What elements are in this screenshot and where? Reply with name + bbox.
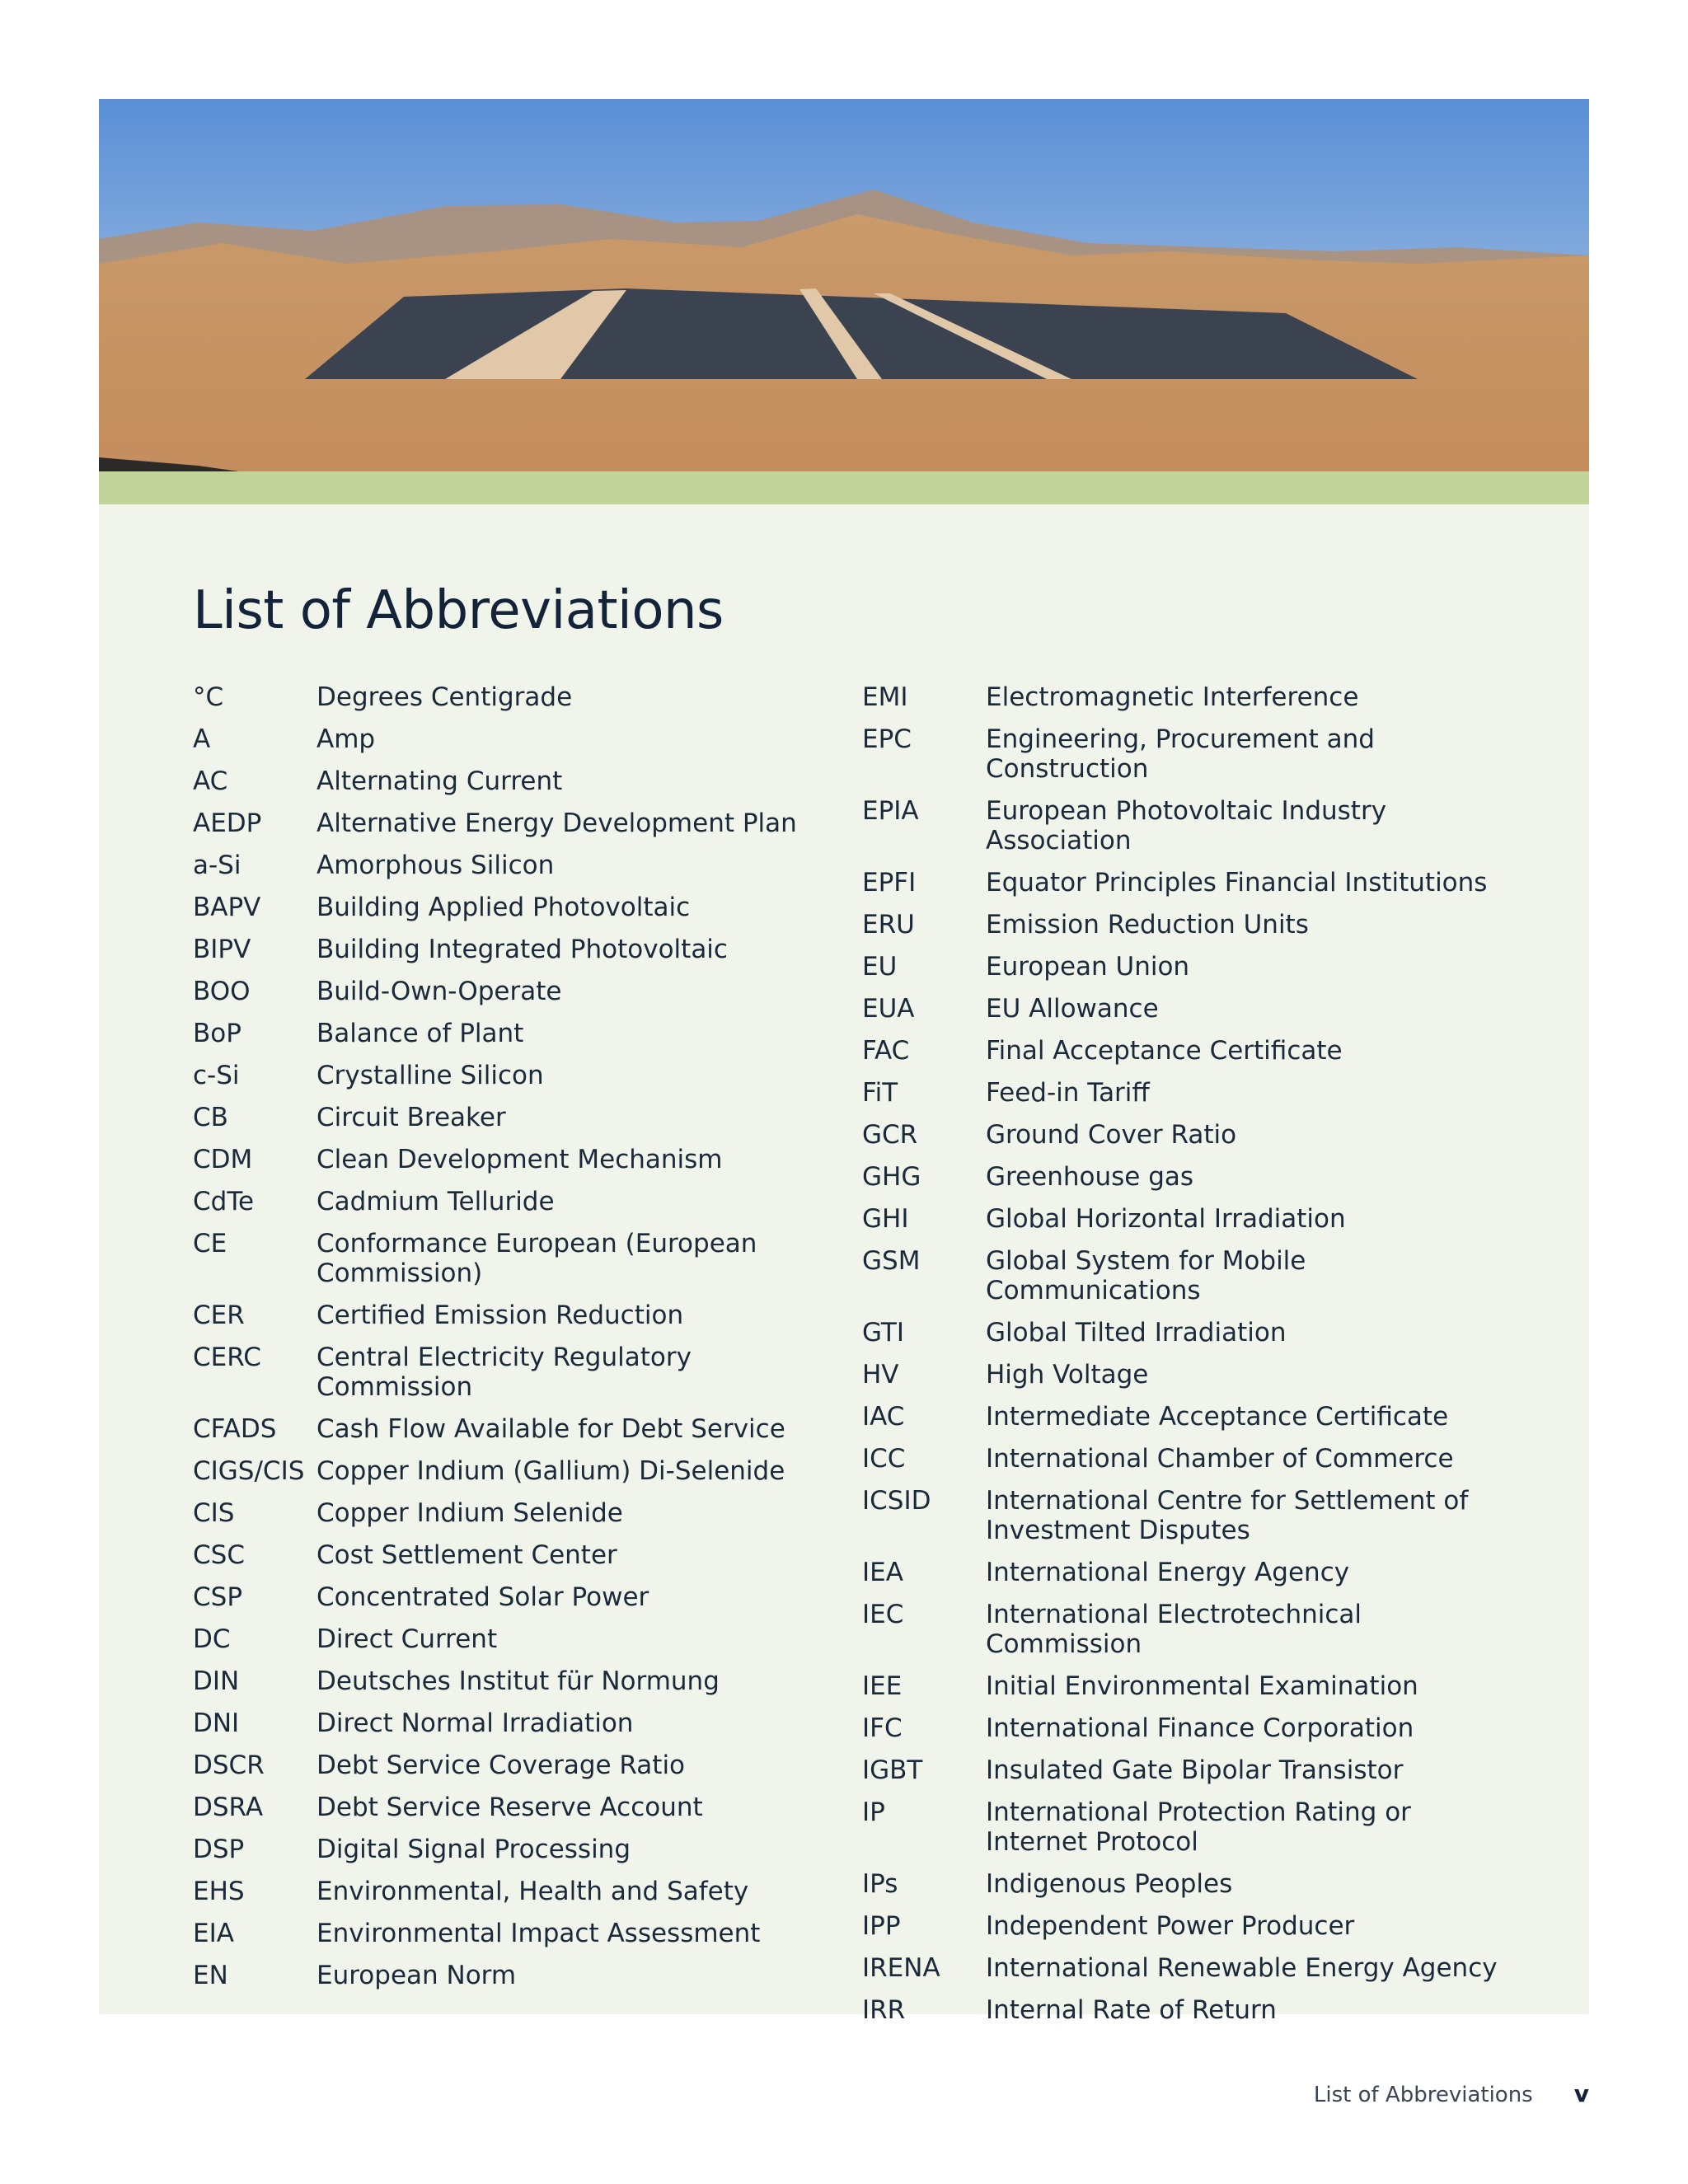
abbreviation-term: EPFI bbox=[862, 868, 917, 898]
abbreviation-row bbox=[193, 1229, 836, 1288]
abbreviation-definition: Degrees Centigrade bbox=[316, 682, 573, 712]
abbreviation-term: IP bbox=[862, 1797, 885, 1827]
abbreviation-term: FiT bbox=[862, 1078, 898, 1108]
abbreviation-row bbox=[862, 1911, 1505, 1941]
abbreviation-term: CdTe bbox=[193, 1187, 255, 1216]
abbreviation-term: IPP bbox=[862, 1911, 901, 1941]
abbreviation-definition: Debt Service Reserve Account bbox=[316, 1793, 703, 1822]
abbreviation-definition: Cash Flow Available for Debt Service bbox=[316, 1414, 785, 1444]
abbreviation-definition: Cost Settlement Center bbox=[316, 1540, 617, 1570]
abbreviation-definition: Amp bbox=[316, 724, 376, 754]
abbreviation-definition: Equator Principles Financial Institutions bbox=[986, 868, 1488, 898]
abbreviation-term: a-Si bbox=[193, 851, 241, 880]
abbreviation-row bbox=[193, 1835, 836, 1864]
abbreviation-term: ICC bbox=[862, 1444, 906, 1474]
abbreviation-term: IEA bbox=[862, 1558, 903, 1587]
desert-solar-plant-image bbox=[99, 99, 1589, 471]
abbreviation-term: GSM bbox=[862, 1246, 921, 1276]
abbreviation-row bbox=[193, 1343, 836, 1402]
abbreviation-row bbox=[193, 1456, 836, 1486]
abbreviation-term: c-Si bbox=[193, 1061, 240, 1090]
abbreviation-term: BAPV bbox=[193, 893, 261, 922]
hero-accent-band bbox=[99, 471, 1589, 504]
abbreviation-row bbox=[193, 1019, 836, 1048]
abbreviation-row bbox=[862, 1869, 1505, 1899]
abbreviation-row bbox=[193, 1498, 836, 1528]
abbreviation-definition: Electromagnetic Interference bbox=[986, 682, 1359, 712]
abbreviation-definition: Engineering, Procurement and Construction bbox=[986, 724, 1375, 784]
abbreviation-row bbox=[193, 682, 836, 712]
abbreviation-definition: Global Tilted Irradiation bbox=[986, 1318, 1287, 1347]
abbreviation-row bbox=[862, 1953, 1505, 1983]
abbreviation-term: IRR bbox=[862, 1995, 906, 2025]
abbreviation-definition: Alternating Current bbox=[316, 766, 563, 796]
abbreviation-row bbox=[193, 851, 836, 880]
abbreviation-definition: Independent Power Producer bbox=[986, 1911, 1355, 1941]
abbreviation-definition: Build-Own-Operate bbox=[316, 977, 562, 1006]
abbreviation-definition: Clean Development Mechanism bbox=[316, 1145, 723, 1174]
abbreviation-definition: Global System for Mobile Communications bbox=[986, 1246, 1306, 1305]
abbreviation-row bbox=[193, 1877, 836, 1906]
abbreviation-term: BoP bbox=[193, 1019, 241, 1048]
abbreviation-term: IEC bbox=[862, 1600, 904, 1629]
abbreviation-row bbox=[862, 724, 1505, 784]
abbreviation-definition: Building Applied Photovoltaic bbox=[316, 893, 691, 922]
abbreviation-term: IEE bbox=[862, 1671, 903, 1701]
abbreviation-row bbox=[862, 1078, 1505, 1108]
abbreviation-term: CE bbox=[193, 1229, 227, 1258]
abbreviation-row bbox=[193, 893, 836, 922]
abbreviation-definition: Internal Rate of Return bbox=[986, 1995, 1277, 2025]
abbreviation-definition: Debt Service Coverage Ratio bbox=[316, 1750, 686, 1780]
abbreviation-term: DSP bbox=[193, 1835, 245, 1864]
abbreviation-term: EU bbox=[862, 952, 898, 982]
abbreviation-term: BOO bbox=[193, 977, 251, 1006]
abbreviation-term: EN bbox=[193, 1961, 228, 1990]
abbreviation-term: EPC bbox=[862, 724, 912, 754]
abbreviation-row bbox=[862, 1204, 1505, 1234]
abbreviation-row bbox=[193, 1919, 836, 1948]
abbreviation-term: ERU bbox=[862, 910, 915, 940]
abbreviation-definition: International Energy Agency bbox=[986, 1558, 1350, 1587]
abbreviation-row bbox=[193, 1145, 836, 1174]
page-number: v bbox=[1573, 2080, 1589, 2107]
abbreviation-definition: Feed-in Tariff bbox=[986, 1078, 1150, 1108]
abbreviation-row bbox=[862, 1162, 1505, 1192]
abbreviation-term: EIA bbox=[193, 1919, 234, 1948]
abbreviation-term: CDM bbox=[193, 1145, 253, 1174]
abbreviation-term: DSCR bbox=[193, 1750, 265, 1780]
abbreviation-term: EPIA bbox=[862, 796, 919, 826]
abbreviation-term: DSRA bbox=[193, 1793, 264, 1822]
abbreviation-term: CFADS bbox=[193, 1414, 277, 1444]
abbreviation-row bbox=[193, 1793, 836, 1822]
abbreviation-term: A bbox=[193, 724, 211, 754]
abbreviation-row bbox=[862, 796, 1505, 855]
abbreviation-definition: International Electrotechnical Commission bbox=[986, 1600, 1362, 1659]
abbreviation-definition: European Union bbox=[986, 952, 1190, 982]
abbreviation-term: CIGS/CIS bbox=[193, 1456, 305, 1486]
abbreviation-row bbox=[862, 682, 1505, 712]
abbreviation-definition: Emission Reduction Units bbox=[986, 910, 1309, 940]
abbreviation-definition: Alternative Energy Development Plan bbox=[316, 808, 797, 838]
abbreviation-definition: Initial Environmental Examination bbox=[986, 1671, 1418, 1701]
abbreviation-term: IPs bbox=[862, 1869, 898, 1899]
abbreviation-definition: EU Allowance bbox=[986, 994, 1159, 1024]
abbreviation-term: GCR bbox=[862, 1120, 918, 1150]
abbreviation-definition: International Centre for Settlement of Investment Disputes bbox=[986, 1486, 1469, 1545]
abbreviation-row bbox=[862, 1036, 1505, 1066]
abbreviation-row bbox=[193, 1708, 836, 1738]
abbreviation-definition: Building Integrated Photovoltaic bbox=[316, 935, 728, 964]
abbreviation-definition: Balance of Plant bbox=[316, 1019, 524, 1048]
abbreviation-row bbox=[193, 935, 836, 964]
abbreviation-definition: Global Horizontal Irradiation bbox=[986, 1204, 1346, 1234]
abbreviations-left-column bbox=[193, 682, 836, 2003]
abbreviation-term: CIS bbox=[193, 1498, 235, 1528]
abbreviation-row bbox=[862, 1360, 1505, 1390]
abbreviation-definition: Direct Normal Irradiation bbox=[316, 1708, 634, 1738]
abbreviation-definition: Digital Signal Processing bbox=[316, 1835, 631, 1864]
abbreviation-row bbox=[862, 994, 1505, 1024]
abbreviations-right-column bbox=[862, 682, 1505, 2037]
abbreviation-term: CSC bbox=[193, 1540, 245, 1570]
abbreviation-definition: Environmental, Health and Safety bbox=[316, 1877, 749, 1906]
page-footer bbox=[1314, 2080, 1589, 2107]
abbreviation-row bbox=[193, 1301, 836, 1330]
abbreviation-row bbox=[193, 766, 836, 796]
abbreviation-term: GHG bbox=[862, 1162, 921, 1192]
abbreviation-definition: Intermediate Acceptance Certificate bbox=[986, 1402, 1449, 1432]
abbreviation-term: IRENA bbox=[862, 1953, 940, 1983]
abbreviation-definition: High Voltage bbox=[986, 1360, 1149, 1390]
abbreviation-definition: Copper Indium (Gallium) Di-Selenide bbox=[316, 1456, 785, 1486]
abbreviation-definition: European Norm bbox=[316, 1961, 517, 1990]
abbreviation-term: DC bbox=[193, 1624, 231, 1654]
abbreviation-row bbox=[862, 1120, 1505, 1150]
abbreviation-term: DNI bbox=[193, 1708, 240, 1738]
abbreviation-row bbox=[193, 1540, 836, 1570]
abbreviation-term: IGBT bbox=[862, 1755, 923, 1785]
abbreviation-row bbox=[862, 1755, 1505, 1785]
abbreviation-definition: Copper Indium Selenide bbox=[316, 1498, 623, 1528]
abbreviation-term: ICSID bbox=[862, 1486, 931, 1516]
abbreviation-definition: Final Acceptance Certificate bbox=[986, 1036, 1343, 1066]
abbreviation-definition: International Chamber of Commerce bbox=[986, 1444, 1454, 1474]
abbreviation-row bbox=[862, 910, 1505, 940]
abbreviation-row bbox=[862, 1486, 1505, 1545]
abbreviation-row bbox=[193, 1187, 836, 1216]
abbreviation-term: CERC bbox=[193, 1343, 261, 1372]
abbreviation-row bbox=[862, 1444, 1505, 1474]
abbreviation-row bbox=[193, 1414, 836, 1444]
abbreviation-row bbox=[193, 1061, 836, 1090]
abbreviation-term: IAC bbox=[862, 1402, 905, 1432]
abbreviation-definition: Greenhouse gas bbox=[986, 1162, 1194, 1192]
abbreviation-row bbox=[862, 1246, 1505, 1305]
abbreviation-definition: Amorphous Silicon bbox=[316, 851, 555, 880]
abbreviation-row bbox=[862, 1318, 1505, 1347]
abbreviation-term: GHI bbox=[862, 1204, 909, 1234]
abbreviation-row bbox=[193, 977, 836, 1006]
abbreviation-definition: Indigenous Peoples bbox=[986, 1869, 1233, 1899]
abbreviation-definition: Direct Current bbox=[316, 1624, 498, 1654]
abbreviation-term: GTI bbox=[862, 1318, 904, 1347]
abbreviation-row bbox=[862, 1995, 1505, 2025]
abbreviation-definition: International Finance Corporation bbox=[986, 1713, 1414, 1743]
abbreviation-term: EUA bbox=[862, 994, 915, 1024]
abbreviation-row bbox=[193, 1961, 836, 1990]
abbreviation-definition: Conformance European (European Commission) bbox=[316, 1229, 757, 1288]
abbreviation-row bbox=[862, 1671, 1505, 1701]
abbreviation-term: CSP bbox=[193, 1582, 243, 1612]
abbreviation-term: EHS bbox=[193, 1877, 245, 1906]
abbreviation-term: AEDP bbox=[193, 808, 262, 838]
abbreviation-term: CER bbox=[193, 1301, 245, 1330]
abbreviation-row bbox=[862, 1402, 1505, 1432]
page-title: List of Abbreviations bbox=[193, 580, 724, 641]
abbreviation-definition: Concentrated Solar Power bbox=[316, 1582, 649, 1612]
abbreviation-row bbox=[193, 1103, 836, 1132]
abbreviations-panel bbox=[99, 504, 1589, 2025]
abbreviation-definition: Environmental Impact Assessment bbox=[316, 1919, 761, 1948]
abbreviation-row bbox=[862, 952, 1505, 982]
abbreviation-term: °C bbox=[193, 682, 224, 712]
hero-photo-solar-farm bbox=[99, 99, 1589, 471]
abbreviation-row bbox=[193, 1666, 836, 1696]
abbreviation-definition: Ground Cover Ratio bbox=[986, 1120, 1237, 1150]
abbreviation-term: HV bbox=[862, 1360, 899, 1390]
abbreviation-term: DIN bbox=[193, 1666, 240, 1696]
abbreviation-definition: Insulated Gate Bipolar Transistor bbox=[986, 1755, 1404, 1785]
footer-section-title: List of Abbreviations bbox=[1313, 2083, 1533, 2107]
abbreviation-row bbox=[193, 1750, 836, 1780]
abbreviation-definition: Crystalline Silicon bbox=[316, 1061, 544, 1090]
abbreviation-definition: Circuit Breaker bbox=[316, 1103, 506, 1132]
abbreviation-definition: Deutsches Institut für Normung bbox=[316, 1666, 720, 1696]
abbreviation-row bbox=[862, 868, 1505, 898]
abbreviation-definition: International Protection Rating or Internet Protocol bbox=[986, 1797, 1411, 1857]
abbreviation-term: IFC bbox=[862, 1713, 903, 1743]
abbreviation-row bbox=[862, 1558, 1505, 1587]
abbreviation-row bbox=[193, 1582, 836, 1612]
abbreviation-row bbox=[193, 724, 836, 754]
abbreviation-definition: Certified Emission Reduction bbox=[316, 1301, 684, 1330]
abbreviation-row bbox=[862, 1713, 1505, 1743]
abbreviation-row bbox=[862, 1600, 1505, 1659]
abbreviation-definition: Central Electricity Regulatory Commission bbox=[316, 1343, 692, 1402]
abbreviation-definition: Cadmium Telluride bbox=[316, 1187, 555, 1216]
abbreviation-definition: European Photovoltaic Industry Association bbox=[986, 796, 1387, 855]
abbreviation-row bbox=[193, 1624, 836, 1654]
abbreviation-term: AC bbox=[193, 766, 228, 796]
abbreviation-term: FAC bbox=[862, 1036, 910, 1066]
abbreviation-row bbox=[862, 1797, 1505, 1857]
abbreviation-term: BIPV bbox=[193, 935, 251, 964]
abbreviation-term: CB bbox=[193, 1103, 228, 1132]
abbreviation-term: EMI bbox=[862, 682, 908, 712]
abbreviation-definition: International Renewable Energy Agency bbox=[986, 1953, 1498, 1983]
abbreviation-row bbox=[193, 808, 836, 838]
